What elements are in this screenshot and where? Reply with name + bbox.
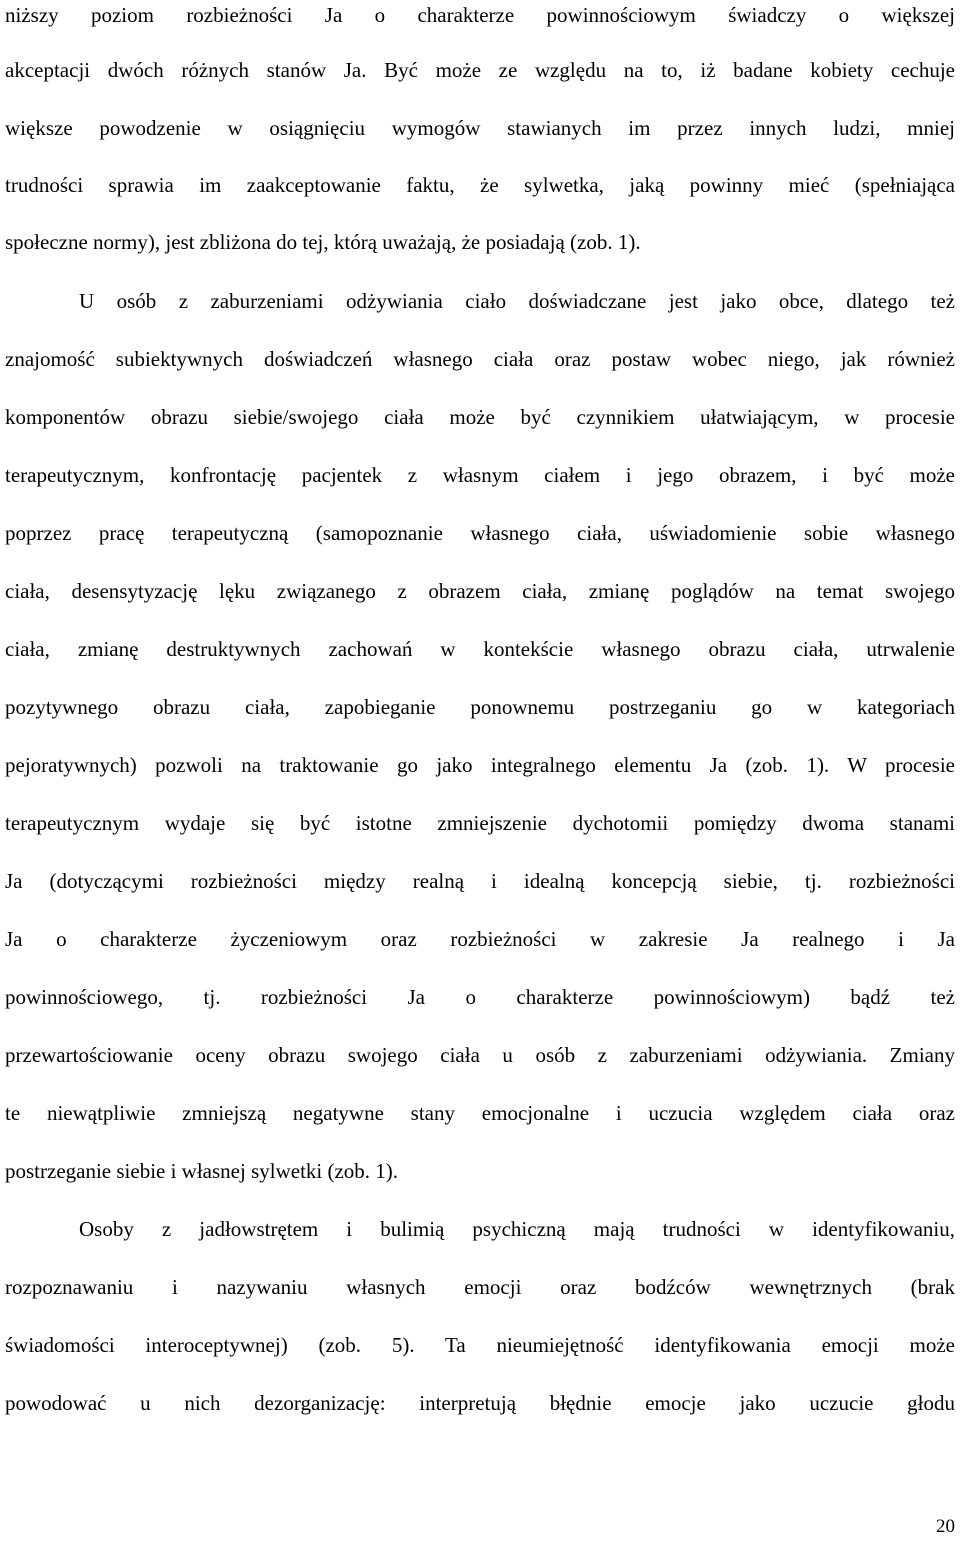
text-line: poprzez pracę terapeutyczną (samopoznanie własnego ciała, uświadomienie sobie własnego bbox=[5, 521, 955, 545]
text-line: świadomości interoceptywnej) (zob. 5). Ta nieumiejętność identyfikowania emocji może bbox=[5, 1333, 955, 1357]
text-line: społeczne normy), jest zbliżona do tej, którą uważają, że posiadają (zob. 1). bbox=[5, 230, 641, 254]
text-line: pejoratywnych) pozwoli na traktowanie go jako integralnego elementu Ja (zob. 1). W procesie bbox=[5, 753, 955, 777]
text-line: ciała, desensytyzację lęku związanego z obrazem ciała, zmianę poglądów na temat swojego bbox=[5, 579, 955, 603]
text-line: niższy poziom rozbieżności Ja o charakterze powinnościowym świadczy o większej bbox=[5, 3, 955, 27]
page-number: 20 bbox=[936, 1516, 955, 1537]
text-line: Osoby z jadłowstrętem i bulimią psychiczną mają trudności w identyfikowaniu, bbox=[79, 1217, 955, 1241]
text-line: te niewątpliwie zmniejszą negatywne stany emocjonalne i uczucia względem ciała oraz bbox=[5, 1101, 955, 1125]
text-line: powodować u nich dezorganizację: interpretują błędnie emocje jako uczucie głodu bbox=[5, 1391, 955, 1415]
text-line: pozytywnego obrazu ciała, zapobieganie ponownemu postrzeganiu go w kategoriach bbox=[5, 695, 955, 719]
text-line: Ja (dotyczącymi rozbieżności między realną i idealną koncepcją siebie, tj. rozbieżności bbox=[5, 869, 955, 893]
text-line: trudności sprawia im zaakceptowanie faktu, że sylwetka, jaką powinny mieć (spełniająca bbox=[5, 173, 955, 197]
text-line: terapeutycznym wydaje się być istotne zmniejszenie dychotomii pomiędzy dwoma stanami bbox=[5, 811, 955, 835]
text-line: postrzeganie siebie i własnej sylwetki (zob. 1). bbox=[5, 1159, 399, 1183]
text-line: akceptacji dwóch różnych stanów Ja. Być może ze względu na to, iż badane kobiety cechuje bbox=[5, 58, 955, 82]
text-line: ciała, zmianę destruktywnych zachowań w kontekście własnego obrazu ciała, utrwalenie bbox=[5, 637, 955, 661]
text-line: rozpoznawaniu i nazywaniu własnych emocji oraz bodźców wewnętrznych (brak bbox=[5, 1275, 955, 1299]
text-line: większe powodzenie w osiągnięciu wymogów stawianych im przez innych ludzi, mniej bbox=[5, 116, 955, 140]
text-line: powinnościowego, tj. rozbieżności Ja o charakterze powinnościowym) bądź też bbox=[5, 985, 955, 1009]
text-line: przewartościowanie oceny obrazu swojego ciała u osób z zaburzeniami odżywiania. Zmiany bbox=[5, 1043, 955, 1067]
text-line: U osób z zaburzeniami odżywiania ciało doświadczane jest jako obce, dlatego też bbox=[79, 289, 955, 313]
text-line: terapeutycznym, konfrontację pacjentek z własnym ciałem i jego obrazem, i być może bbox=[5, 463, 955, 487]
text-line: komponentów obrazu siebie/swojego ciała może być czynnikiem ułatwiającym, w procesie bbox=[5, 405, 955, 429]
text-line: Ja o charakterze życzeniowym oraz rozbieżności w zakresie Ja realnego i Ja bbox=[5, 927, 955, 951]
text-line: znajomość subiektywnych doświadczeń własnego ciała oraz postaw wobec niego, jak również bbox=[5, 347, 955, 371]
